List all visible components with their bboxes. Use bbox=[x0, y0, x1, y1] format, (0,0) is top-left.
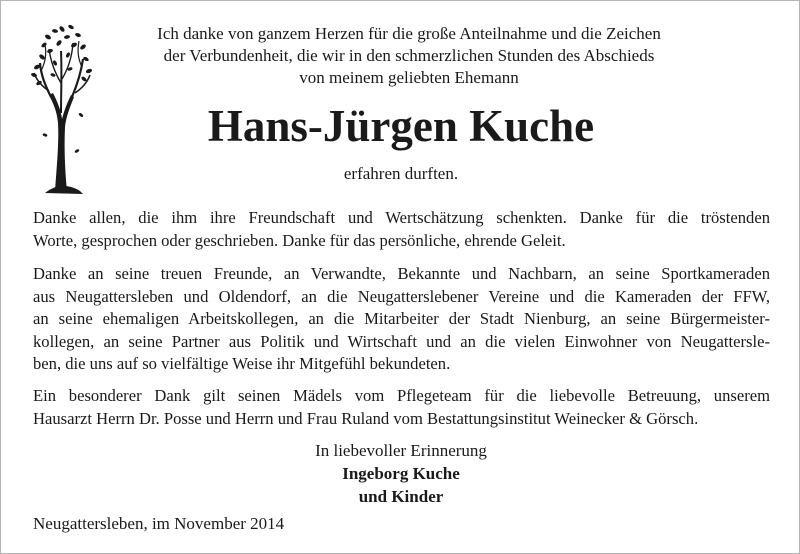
closing-line: In liebevoller Erinnerung bbox=[315, 441, 487, 460]
paragraph-line: aus Neugattersleben und Oldendorf, an die Neugatterslebener Vereine und die Kameraden der FFW, bbox=[33, 286, 770, 306]
thanks-paragraph bbox=[33, 385, 770, 430]
signer-name: Ingeborg Kuche bbox=[342, 464, 460, 483]
tree-icon bbox=[31, 23, 93, 198]
intro-line: von meinem geliebten Ehemann bbox=[299, 68, 519, 87]
paragraph-line: Danke an seine treuen Freunde, an Verwandte, Bekannte und Nachbarn, an seine Sportkameraden bbox=[33, 264, 770, 283]
intro-line: Ich danke von ganzem Herzen für die große Anteilnahme und die Zeichen bbox=[157, 24, 661, 43]
paragraph-line: an seine ehemaligen Arbeitskollegen, an die Mitarbeiter der Stadt Nienburg, an seine Bürgermeister- bbox=[33, 309, 770, 328]
paragraph-line: Danke allen, die ihm ihre Freundschaft und Wertschätzung schenkten. Danke für die tröstenden bbox=[33, 208, 770, 227]
signer-family: und Kinder bbox=[358, 487, 444, 506]
thanks-paragraph bbox=[33, 263, 770, 376]
paragraph-line: Worte, gesprochen oder geschrieben. Danke für das persönliche, ehrende Geleit. bbox=[33, 230, 566, 250]
intro-text bbox=[109, 23, 709, 89]
thanks-paragraph bbox=[33, 207, 770, 252]
closing-block bbox=[201, 439, 601, 508]
paragraph-line: ben, die uns auf so vielfältige Weise ihr Mitgefühl bekundeten. bbox=[33, 354, 451, 373]
after-name-text: erfahren durften. bbox=[343, 164, 459, 183]
paragraph-line: Ein besonderer Dank gilt seinen Mädels vom Pflegeteam für die liebevolle Betreuung, unserem bbox=[33, 386, 770, 405]
paragraph-line: Hausarzt Herrn Dr. Posse und Herrn und Frau Ruland vom Bestattungsinstitut Weinecker & Görsch. bbox=[33, 408, 699, 428]
deceased-name: Hans-Jürgen Kuche bbox=[207, 101, 595, 151]
paragraph-line: kollegen, an seine Partner aus Politik und Wirtschaft und an die vielen Einwohner von Neugattersle- bbox=[33, 331, 770, 351]
intro-line: der Verbundenheit, die wir in den schmerzlichen Stunden des Abschieds bbox=[163, 46, 655, 65]
place-date: Neugattersleben, im November 2014 bbox=[33, 514, 285, 533]
